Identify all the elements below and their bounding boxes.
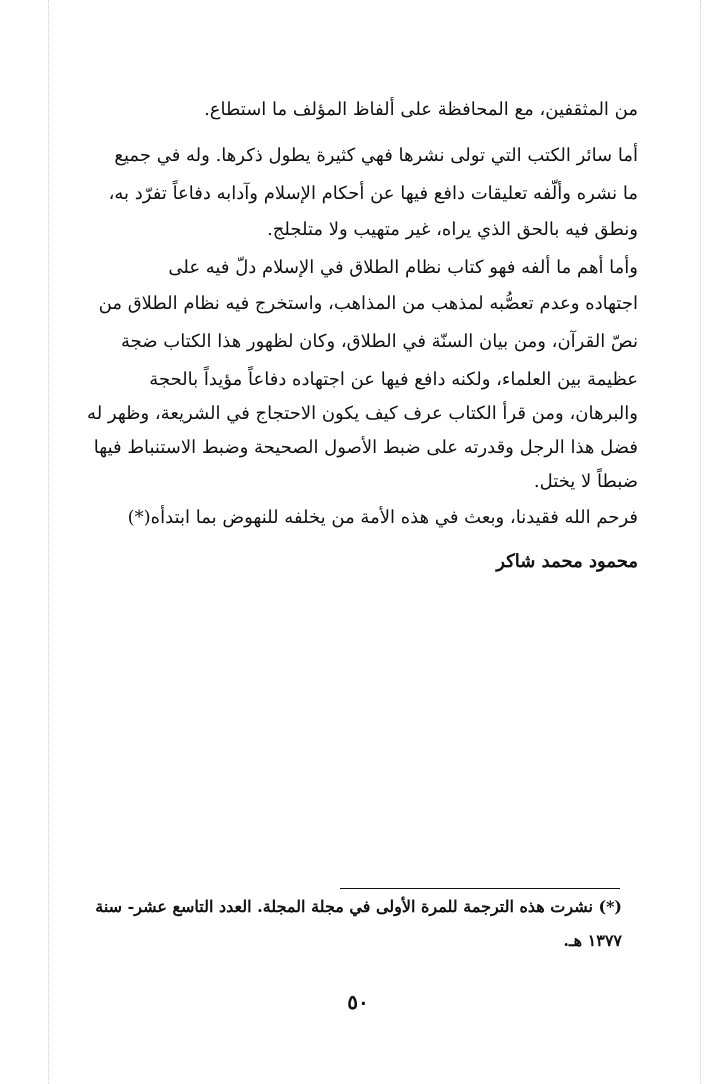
scan-margin-line-left: [48, 0, 49, 1084]
paragraph-3-line-4: عظيمة بين العلماء، ولكنه دافع فيها عن اجتهاده دفاعاً مؤيداً بالحجة: [149, 369, 638, 390]
paragraph-2-line-1: أما سائر الكتب التي تولى نشرها فهي كثيرة يطول ذكرها. وله في جميع: [114, 145, 638, 166]
footnote-line-1: (*) نشرت هذه الترجمة للمرة الأولى في مجلة المجلة. العدد التاسع عشر- سنة: [95, 897, 622, 916]
paragraph-3-line-1: وأما أهم ما ألفه فهو كتاب نظام الطلاق في الإسلام دلّ فيه على: [168, 257, 638, 278]
paragraph-2-line-3: ونطق فيه بالحق الذي يراه، غير متهيب ولا متلجلج.: [267, 219, 638, 240]
author-signature: محمود محمد شاكر: [496, 551, 638, 572]
intro-line: من المثقفين، مع المحافظة على ألفاظ المؤلف ما استطاع.: [204, 99, 638, 120]
paragraph-3-line-5: والبرهان، ومن قرأ الكتاب عرف كيف يكون الاحتجاج في الشريعة، وظهر له: [87, 403, 638, 424]
paragraph-3-line-2: اجتهاده وعدم تعصُّبه لمذهب من المذاهب، واستخرج فيه نظام الطلاق من: [98, 293, 638, 314]
footnote-separator: [340, 888, 620, 889]
footnote-line-2: ١٣٧٧ هـ.: [563, 931, 622, 950]
paragraph-2-line-2: ما نشره وألّفه تعليقات دافع فيها عن أحكام الإسلام وآدابه دفاعاً تفرّد به،: [108, 183, 638, 204]
paragraph-3-line-6: فضل هذا الرجل وقدرته على ضبط الأصول الصحيحة وضبط الاستنباط فيها: [93, 437, 638, 458]
page-number: ٥٠: [347, 990, 369, 1014]
closing-line: فرحم الله فقيدنا، وبعث في هذه الأمة من يخلفه للنهوض بما ابتدأه(*): [127, 507, 638, 528]
paragraph-3-line-7: ضبطاً لا يختل.: [533, 471, 638, 492]
paragraph-3-line-3: نصّ القرآن، ومن بيان السنّة في الطلاق، وكان لظهور هذا الكتاب ضجة: [120, 331, 638, 352]
scan-margin-line-right: [700, 0, 701, 1084]
